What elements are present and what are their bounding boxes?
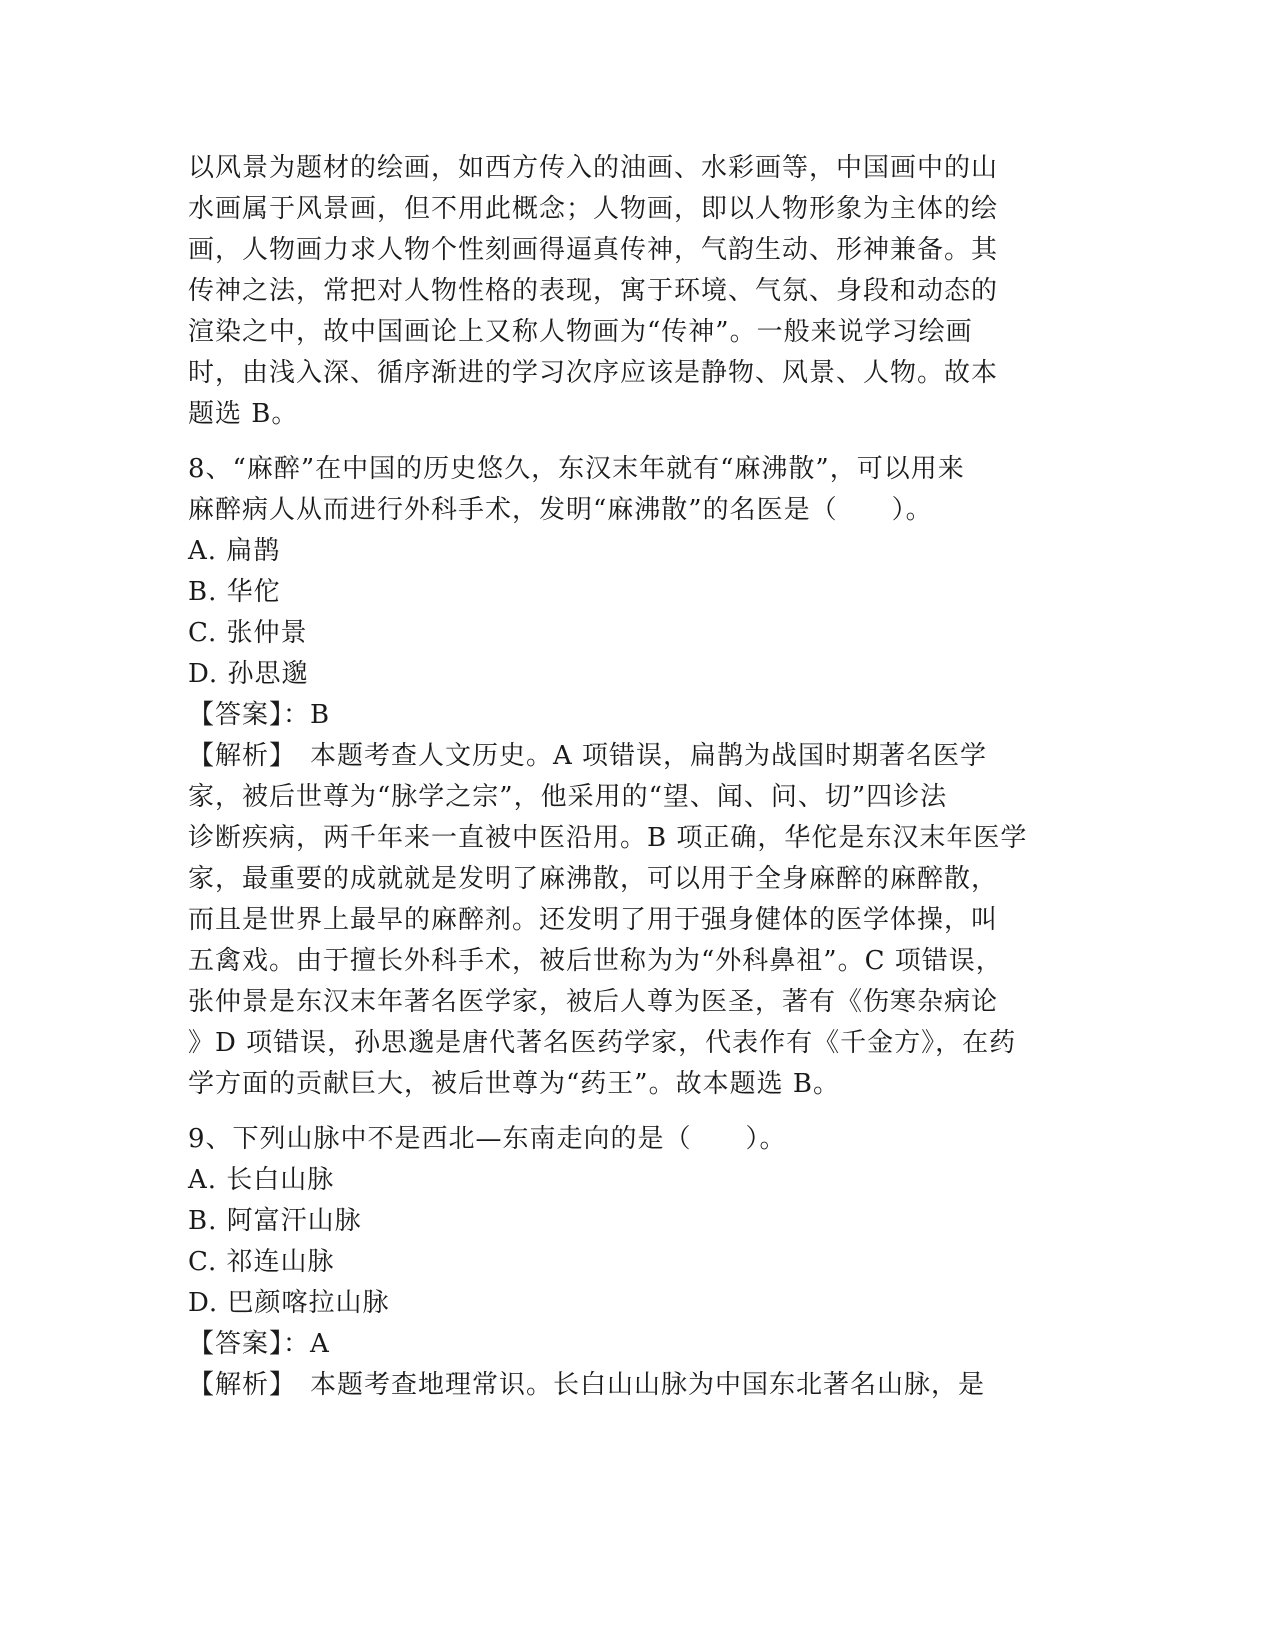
question-9 [188, 1119, 1088, 1406]
option-c: C. 张仲景 [188, 618, 308, 648]
question-stem: 麻醉病人从而进行外科手术，发明“麻沸散”的名医是（ ）。 [188, 495, 933, 525]
analysis-line: 【解析】 本题考查地理常识。长白山山脉为中国东北著名山脉，是 [188, 1370, 986, 1400]
analysis-line: 五禽戏。由于擅长外科手术，被后世称为为“外科鼻祖”。C 项错误， [188, 946, 1003, 976]
analysis-line: 诊断疾病，两千年来一直被中医沿用。B 项正确，华佗是东汉末年医学 [188, 823, 1028, 853]
analysis-line: 张仲景是东汉末年著名医学家，被后人尊为医圣，著有《伤寒杂病论 [188, 987, 999, 1017]
analysis-line: 》D 项错误，孙思邈是唐代著名医药学家，代表作有《千金方》，在药 [188, 1028, 1017, 1058]
option-d: D. 巴颜喀拉山脉 [188, 1288, 390, 1318]
text-line: 传神之法，常把对人物性格的表现，寓于环境、气氛、身段和动态的 [188, 276, 999, 306]
question-stem: 8、“麻醉”在中国的历史悠久，东汉末年就有“麻沸散”，可以用来 [188, 454, 965, 484]
answer-label: 【答案】：B [188, 700, 331, 730]
option-c: C. 祁连山脉 [188, 1247, 335, 1277]
option-b: B. 阿富汗山脉 [188, 1206, 362, 1236]
text-line: 渲染之中，故中国画论上又称人物画为“传神”。一般来说学习绘画 [188, 317, 973, 347]
question-8 [188, 449, 1088, 1105]
analysis-line: 【解析】 本题考查人文历史。A 项错误，扁鹊为战国时期著名医学 [188, 741, 988, 771]
analysis-line: 家，最重要的成就就是发明了麻沸散，可以用于全身麻醉的麻醉散， [188, 864, 999, 894]
question-stem: 9、下列山脉中不是西北—东南走向的是（ ）。 [188, 1124, 787, 1154]
previous-analysis-continuation [188, 148, 1088, 435]
analysis-line: 家，被后世尊为“脉学之宗”，他采用的“望、闻、问、切”四诊法 [188, 782, 948, 812]
option-b: B. 华佗 [188, 577, 281, 607]
text-line: 以风景为题材的绘画，如西方传入的油画、水彩画等，中国画中的山 [188, 153, 999, 183]
option-d: D. 孙思邈 [188, 659, 309, 689]
answer-label: 【答案】：A [188, 1329, 330, 1359]
option-a: A. 长白山脉 [188, 1165, 335, 1195]
text-line: 水画属于风景画，但不用此概念；人物画，即以人物形象为主体的绘 [188, 194, 999, 224]
page-content [188, 148, 1088, 1406]
option-a: A. 扁鹊 [188, 536, 281, 566]
analysis-line: 而且是世界上最早的麻醉剂。还发明了用于强身健体的医学体操，叫 [188, 905, 999, 935]
text-line: 时，由浅入深、循序渐进的学习次序应该是静物、风景、人物。故本 [188, 358, 999, 388]
text-line: 画，人物画力求人物个性刻画得逼真传神，气韵生动、形神兼备。其 [188, 235, 999, 265]
text-line: 题选 B。 [188, 399, 299, 429]
analysis-line: 学方面的贡献巨大，被后世尊为“药王”。故本题选 B。 [188, 1069, 840, 1099]
